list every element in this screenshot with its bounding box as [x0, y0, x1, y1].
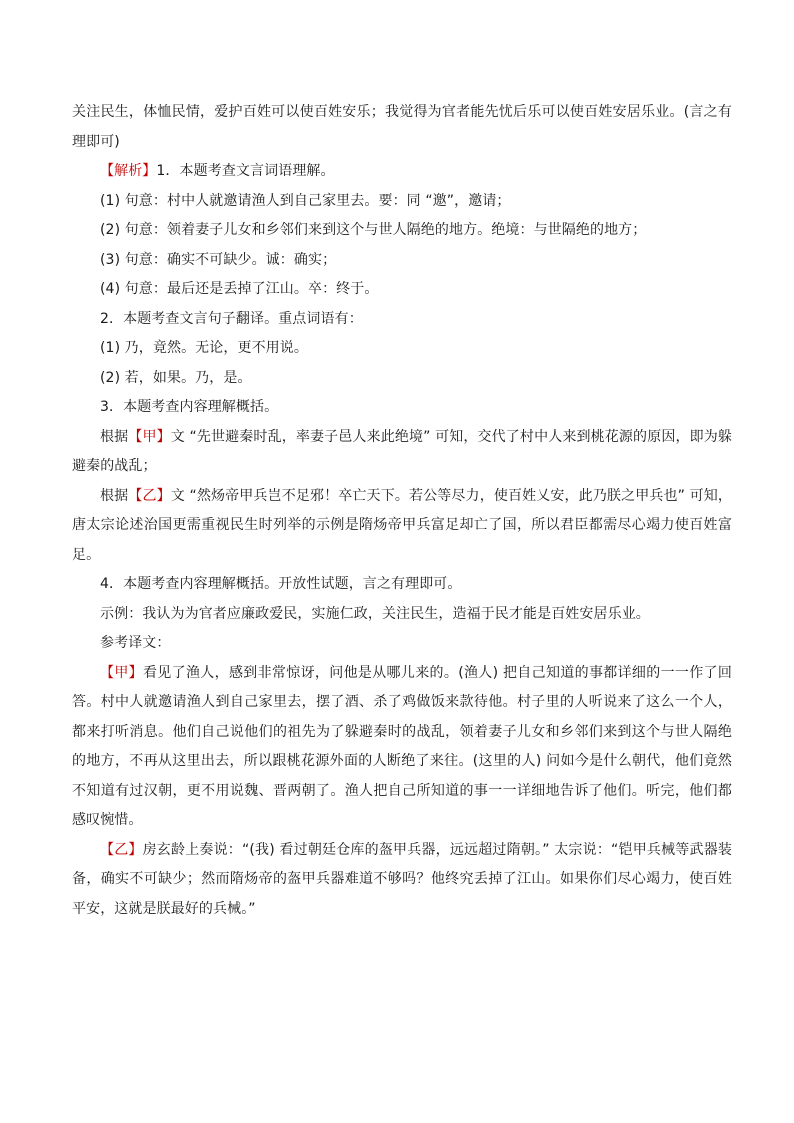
paragraph-text: (3) 句意：确实不可缺少。诚：确实； — [100, 251, 337, 268]
q2-item-2 — [72, 364, 732, 394]
q2-heading — [72, 305, 732, 335]
paragraph-text: 文 “先世避秦时乱，率妻子邑人来此绝境” 可知，交代了村中人来到桃花源的原因，即为躲避秦的战乱； — [72, 428, 733, 474]
translation-heading — [72, 629, 732, 659]
paragraph-text: 看见了渔人，感到非常惊讶，问他是从哪儿来的。(渔人) 把自己知道的事都详细的一一作了回答。村中人就邀请渔人到自己家里去，摆了酒、杀了鸡做饭来款待他。村子里的人听说来了这么一个人，都来打听消息。他们自己说他们的祖先为了躲避秦时的战乱，领着妻子儿女和乡邻们来到这个与世人隔绝的地方，不再从这里出去，所以跟桃花源外面的人断绝了来往。(这里的人) 问如今是什么朝代，他们竟然不知道有过汉朝，更不用说魏、晋两朝了。渔人把自己所知道的事一一详细地告诉了他们。听完，他们都感叹惋惜。 — [72, 664, 732, 828]
paragraph-text: 文 “然炀帝甲兵岂不足邪！卒亡天下。若公等尽力，使百姓乂安，此乃朕之甲兵也” 可知，唐太宗论述治国更需重视民生时列举的示例是隋炀帝甲兵富足却亡了国，所以君臣都需尽心竭力使百姓富足。 — [72, 487, 733, 563]
paragraph-text: 示例：我认为为官者应廉政爱民，实施仁政，关注民生，造福于民才能是百姓安居乐业。 — [100, 605, 650, 622]
paragraph-text: 参考译文： — [100, 635, 171, 651]
q1-item-1 — [72, 187, 732, 217]
translation-jia — [72, 659, 732, 836]
q1-item-4 — [72, 275, 732, 305]
paragraph-text: 3．本题考查内容理解概括。 — [100, 399, 279, 415]
jia-label: 【甲】 — [128, 428, 171, 445]
paragraph-text: 2．本题考查文言句子翻译。重点词语有： — [100, 310, 363, 327]
paragraph-text: 4．本题考查内容理解概括。开放性试题，言之有理即可。 — [100, 576, 462, 592]
yi-label: 【乙】 — [128, 487, 171, 504]
answer-continuation — [72, 98, 732, 157]
q3-jia — [72, 423, 732, 482]
paragraph-text: 1．本题考查文言词语理解。 — [156, 163, 335, 179]
paragraph-text: (2) 句意：领着妻子儿女和乡邻们来到这个与世人隔绝的地方。绝境：与世隔绝的地方； — [100, 222, 647, 238]
paragraph-text: (4) 句意：最后还是丢掉了江山。卒：终于。 — [100, 281, 379, 297]
q3-yi — [72, 482, 732, 571]
analysis-heading — [72, 157, 732, 187]
q2-item-1 — [72, 334, 732, 364]
paragraph-text: (1) 句意：村中人就邀请渔人到自己家里去。要：同 “邀”，邀请； — [100, 192, 511, 209]
analysis-label: 【解析】 — [100, 163, 157, 179]
q4-heading — [72, 570, 732, 600]
q1-item-2 — [72, 216, 732, 246]
paragraph-text: 关注民生，体恤民情，爱护百姓可以使百姓安乐；我觉得为官者能先忧后乐可以使百姓安居乐业。(言之有理即可) — [72, 104, 732, 150]
paragraph-prefix: 根据 — [100, 428, 129, 445]
q1-item-3 — [72, 246, 732, 276]
paragraph-text: (1) 乃，竟然。无论，更不用说。 — [100, 340, 308, 356]
paragraph-text: 房玄龄上奏说：“(我) 看过朝廷仓库的盔甲兵器，远远超过隋朝。” 太宗说：“铠甲兵械等武器装备，确实不可缺少；然而隋炀帝的盔甲兵器难道不够吗？他终究丢掉了江山。如果你们尽心竭力，使百姓平安，这就是朕最好的兵械。” — [72, 841, 732, 917]
yi-label: 【乙】 — [100, 841, 143, 858]
q3-heading — [72, 393, 732, 423]
q4-example — [72, 600, 732, 630]
jia-label: 【甲】 — [100, 664, 143, 681]
paragraph-text: (2) 若，如果。乃，是。 — [100, 369, 252, 386]
translation-yi — [72, 836, 732, 925]
document-body — [72, 98, 732, 924]
paragraph-prefix: 根据 — [100, 487, 129, 504]
